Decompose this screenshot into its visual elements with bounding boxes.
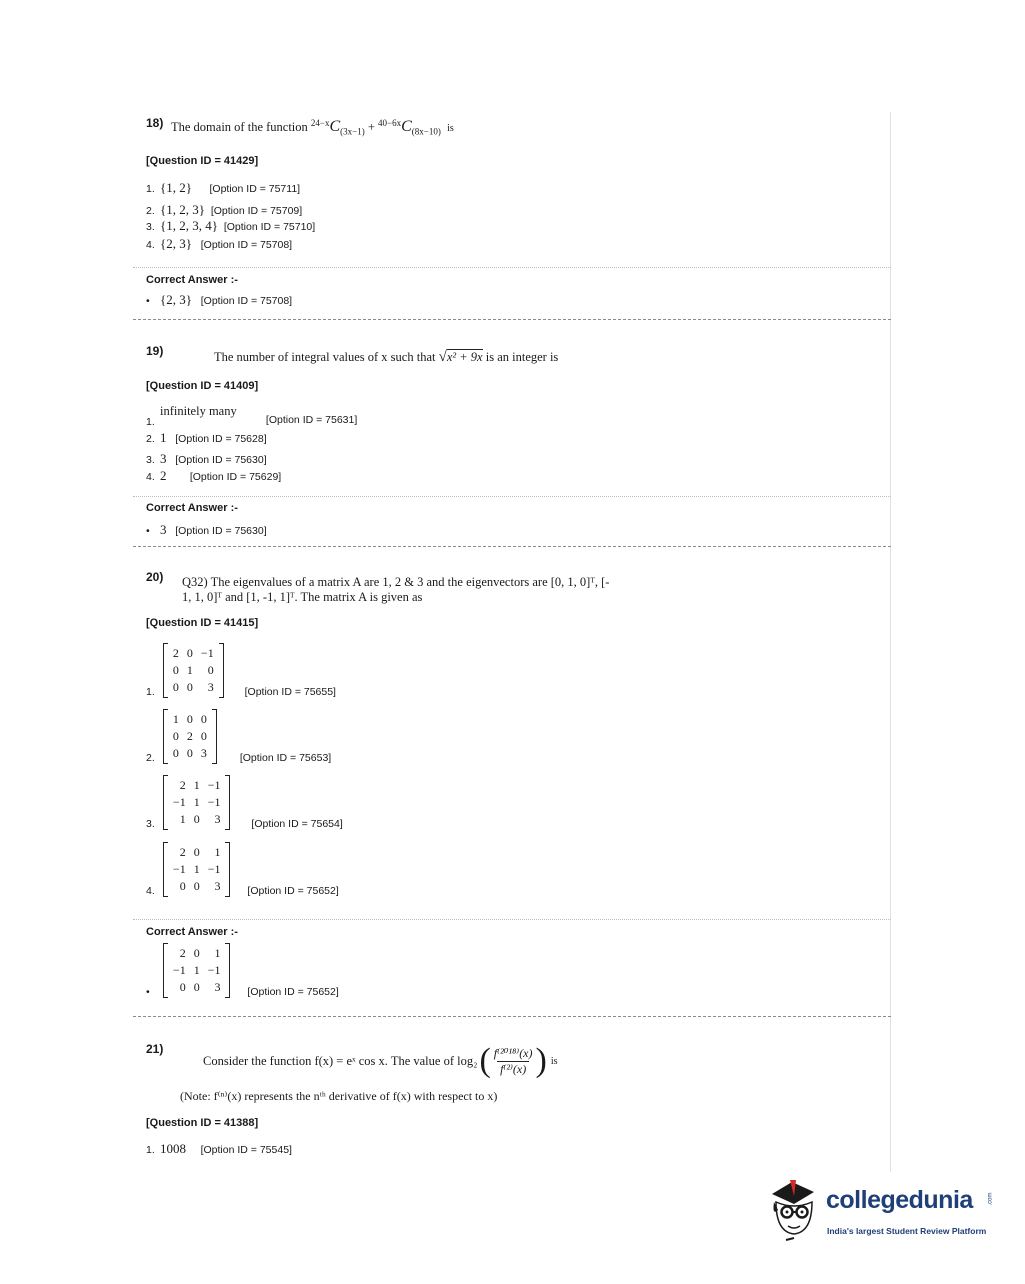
question-text-prefix: Consider the function f(x) = eˣ cos x. The value of log₂	[203, 1053, 478, 1068]
matrix-cell: 0	[172, 663, 179, 677]
brand-tagline: India's largest Student Review Platform	[827, 1226, 987, 1236]
option-number: 1.	[146, 183, 155, 195]
matrix-cell: 1	[193, 778, 200, 792]
brand-com: .com	[987, 1192, 994, 1206]
matrix-cell: −1	[200, 646, 214, 660]
brand-logo	[766, 1176, 996, 1246]
term2-letter: C	[401, 118, 412, 136]
matrix-cell: 0	[193, 879, 200, 893]
matrix-cell: 2	[172, 646, 179, 660]
option-id: [Option ID = 75628]	[175, 433, 267, 445]
separator	[133, 919, 891, 920]
correct-answer-label: Correct Answer :-	[146, 274, 238, 286]
brand-name: collegedunia	[826, 1186, 973, 1214]
matrix-cell: 0	[186, 712, 193, 726]
matrix-cell: −1	[207, 862, 221, 876]
option-value: {1, 2, 3}	[160, 202, 205, 217]
matrix-cell: 1	[214, 845, 221, 859]
question-19	[133, 340, 891, 550]
right-paren-icon: )	[535, 1042, 547, 1079]
question-id: [Question ID = 41409]	[146, 380, 259, 392]
matrix-cell: −1	[207, 778, 221, 792]
option-4[interactable]	[146, 468, 281, 484]
student-mascot-icon	[766, 1176, 822, 1242]
fraction-numerator: f⁽²⁰¹⁸⁾(x)	[493, 1045, 533, 1060]
fraction	[491, 1046, 536, 1077]
option-1[interactable]	[146, 1141, 292, 1157]
option-value: {1, 2, 3, 4}	[160, 218, 218, 233]
option-3[interactable]	[146, 775, 343, 830]
matrix-cell: 1	[193, 862, 200, 876]
question-18	[133, 112, 891, 322]
correct-answer-label: Correct Answer :-	[146, 926, 238, 938]
term1-letter: C	[329, 118, 341, 136]
question-divider	[133, 1016, 891, 1017]
bullet: •	[146, 986, 150, 998]
question-text	[203, 1042, 558, 1080]
correct-answer-id: [Option ID = 75630]	[175, 525, 267, 537]
question-text-suffix: is an integer is	[485, 350, 559, 364]
option-value: 2	[160, 468, 167, 483]
question-id: [Question ID = 41388]	[146, 1117, 259, 1129]
matrix-cell: 0	[193, 980, 200, 994]
correct-answer	[146, 522, 267, 538]
option-matrix	[163, 643, 224, 698]
correct-answer-id: [Option ID = 75708]	[200, 295, 293, 307]
matrix-cell: 1	[193, 963, 200, 977]
option-value: {2, 3}	[160, 236, 192, 251]
bullet: •	[146, 295, 150, 307]
option-number: 3.	[146, 818, 155, 830]
option-number: 1.	[146, 1144, 155, 1156]
matrix-cell: 3	[200, 746, 207, 760]
matrix-cell: 0	[179, 879, 186, 893]
separator	[133, 267, 891, 268]
correct-answer	[146, 943, 339, 998]
option-id: [Option ID = 75654]	[251, 818, 343, 830]
matrix-cell: 0	[186, 746, 193, 760]
question-note: (Note: f⁽ⁿ⁾(x) represents the nᵗʰ derivative of f(x) with respect to x)	[180, 1089, 498, 1103]
question-number: 20)	[146, 570, 164, 584]
option-matrix	[163, 842, 231, 897]
correct-answer	[146, 292, 292, 308]
question-20	[133, 565, 891, 1020]
matrix-cell: 0	[200, 712, 207, 726]
correct-answer-matrix	[163, 943, 231, 998]
question-text-prefix: The domain of the function	[171, 120, 308, 135]
sqrt-icon: √	[438, 349, 447, 365]
term2-superscript: 40−6x	[378, 118, 402, 128]
radicand: x² + 9x	[446, 350, 483, 364]
question-number: 19)	[146, 344, 164, 358]
option-number: 1.	[146, 686, 155, 698]
option-id: [Option ID = 75655]	[244, 686, 336, 698]
question-text-suffix: is	[550, 1055, 558, 1067]
matrix-cell: 0	[193, 946, 200, 960]
option-number: 4.	[146, 885, 155, 897]
plus-sign: +	[367, 120, 375, 135]
option-1[interactable]	[146, 404, 358, 428]
question-id: [Question ID = 41415]	[146, 617, 259, 629]
matrix-cell: 2	[179, 778, 186, 792]
option-number: 4.	[146, 471, 155, 483]
option-2[interactable]	[146, 709, 331, 764]
question-divider	[133, 319, 891, 320]
matrix-cell: 0	[179, 980, 186, 994]
option-id: [Option ID = 75709]	[210, 205, 303, 217]
question-21	[133, 1030, 891, 1170]
matrix-cell: −1	[172, 963, 186, 977]
option-number: 3.	[146, 221, 155, 233]
option-1[interactable]	[146, 643, 336, 698]
option-4[interactable]	[146, 842, 339, 897]
matrix-cell: 0	[207, 663, 214, 677]
matrix-cell: −1	[172, 795, 186, 809]
matrix-cell: 2	[179, 845, 186, 859]
option-matrix	[163, 775, 231, 830]
matrix-cell: 0	[172, 729, 179, 743]
option-matrix	[163, 709, 217, 764]
term1-subscript: (3x−1)	[340, 126, 365, 137]
matrix-cell: 0	[186, 646, 193, 660]
correct-answer-label: Correct Answer :-	[146, 502, 238, 514]
correct-answer-value: 3	[160, 522, 167, 537]
matrix-cell: 0	[186, 680, 193, 694]
option-1[interactable]	[146, 180, 300, 196]
option-4[interactable]	[146, 236, 292, 252]
option-number: 2.	[146, 752, 155, 764]
matrix-cell: 0	[200, 729, 207, 743]
term1-superscript: 24−x	[310, 118, 330, 128]
matrix-cell: 1	[179, 812, 186, 826]
matrix-cell: −1	[172, 862, 186, 876]
term2-subscript: (8x−10)	[411, 126, 441, 137]
question-text-line-2: 1, 1, 0]ᵀ and [1, -1, 1]ᵀ. The matrix A is given as	[182, 590, 423, 604]
option-id: [Option ID = 75710]	[223, 221, 316, 233]
matrix-cell: 1	[186, 663, 193, 677]
option-id: [Option ID = 75545]	[200, 1144, 292, 1156]
matrix-cell: 0	[172, 746, 179, 760]
question-number: 21)	[146, 1042, 164, 1056]
matrix-cell: 2	[186, 729, 193, 743]
option-2[interactable]	[146, 430, 267, 446]
matrix-cell: 3	[214, 980, 221, 994]
option-number: 2.	[146, 205, 155, 217]
separator	[133, 496, 891, 497]
left-paren-icon: (	[479, 1042, 491, 1079]
option-id: [Option ID = 75630]	[175, 454, 267, 466]
option-3[interactable]	[146, 218, 315, 234]
option-2[interactable]	[146, 202, 302, 218]
option-value: {1, 2}	[160, 180, 192, 195]
option-number: 3.	[146, 454, 155, 466]
question-text-line-1: Q32) The eigenvalues of a matrix A are 1, 2 & 3 and the eigenvectors are [0, 1, 0]ᵀ, [-	[182, 575, 610, 589]
question-divider	[133, 546, 891, 547]
matrix-cell: −1	[207, 795, 221, 809]
question-id: [Question ID = 41429]	[146, 155, 259, 167]
option-id: [Option ID = 75629]	[189, 471, 282, 483]
matrix-cell: 1	[214, 946, 221, 960]
option-value: infinitely many	[160, 404, 237, 418]
option-value: 1	[160, 430, 167, 445]
option-number: 1.	[146, 416, 155, 428]
matrix-cell: 3	[214, 879, 221, 893]
question-text	[182, 575, 609, 605]
matrix-cell: 2	[179, 946, 186, 960]
fraction-denominator: f⁽²⁾(x)	[497, 1061, 529, 1077]
matrix-cell: 0	[193, 812, 200, 826]
option-id: [Option ID = 75711]	[209, 183, 301, 195]
matrix-cell: 3	[214, 812, 221, 826]
matrix-cell: 0	[193, 845, 200, 859]
option-id: [Option ID = 75652]	[247, 885, 339, 897]
correct-answer-value: {2, 3}	[160, 292, 192, 307]
option-id: [Option ID = 75653]	[239, 752, 332, 764]
option-value: 3	[160, 451, 167, 466]
question-text-prefix: The number of integral values of x such that	[214, 350, 436, 364]
question-number: 18)	[146, 116, 164, 130]
option-id: [Option ID = 75708]	[200, 239, 293, 251]
matrix-cell: −1	[207, 963, 221, 977]
matrix-cell: 1	[172, 712, 179, 726]
matrix-cell: 1	[193, 795, 200, 809]
matrix-cell: 0	[172, 680, 179, 694]
question-text-suffix: is	[447, 123, 454, 135]
question-text	[214, 349, 558, 366]
matrix-cell: 3	[207, 680, 214, 694]
option-number: 4.	[146, 239, 155, 251]
bullet: •	[146, 525, 150, 537]
option-value: 1008	[160, 1141, 186, 1156]
correct-answer-id: [Option ID = 75652]	[247, 986, 339, 998]
option-id: [Option ID = 75631]	[265, 414, 358, 426]
option-3[interactable]	[146, 451, 267, 467]
option-number: 2.	[146, 433, 155, 445]
question-text	[171, 118, 454, 137]
